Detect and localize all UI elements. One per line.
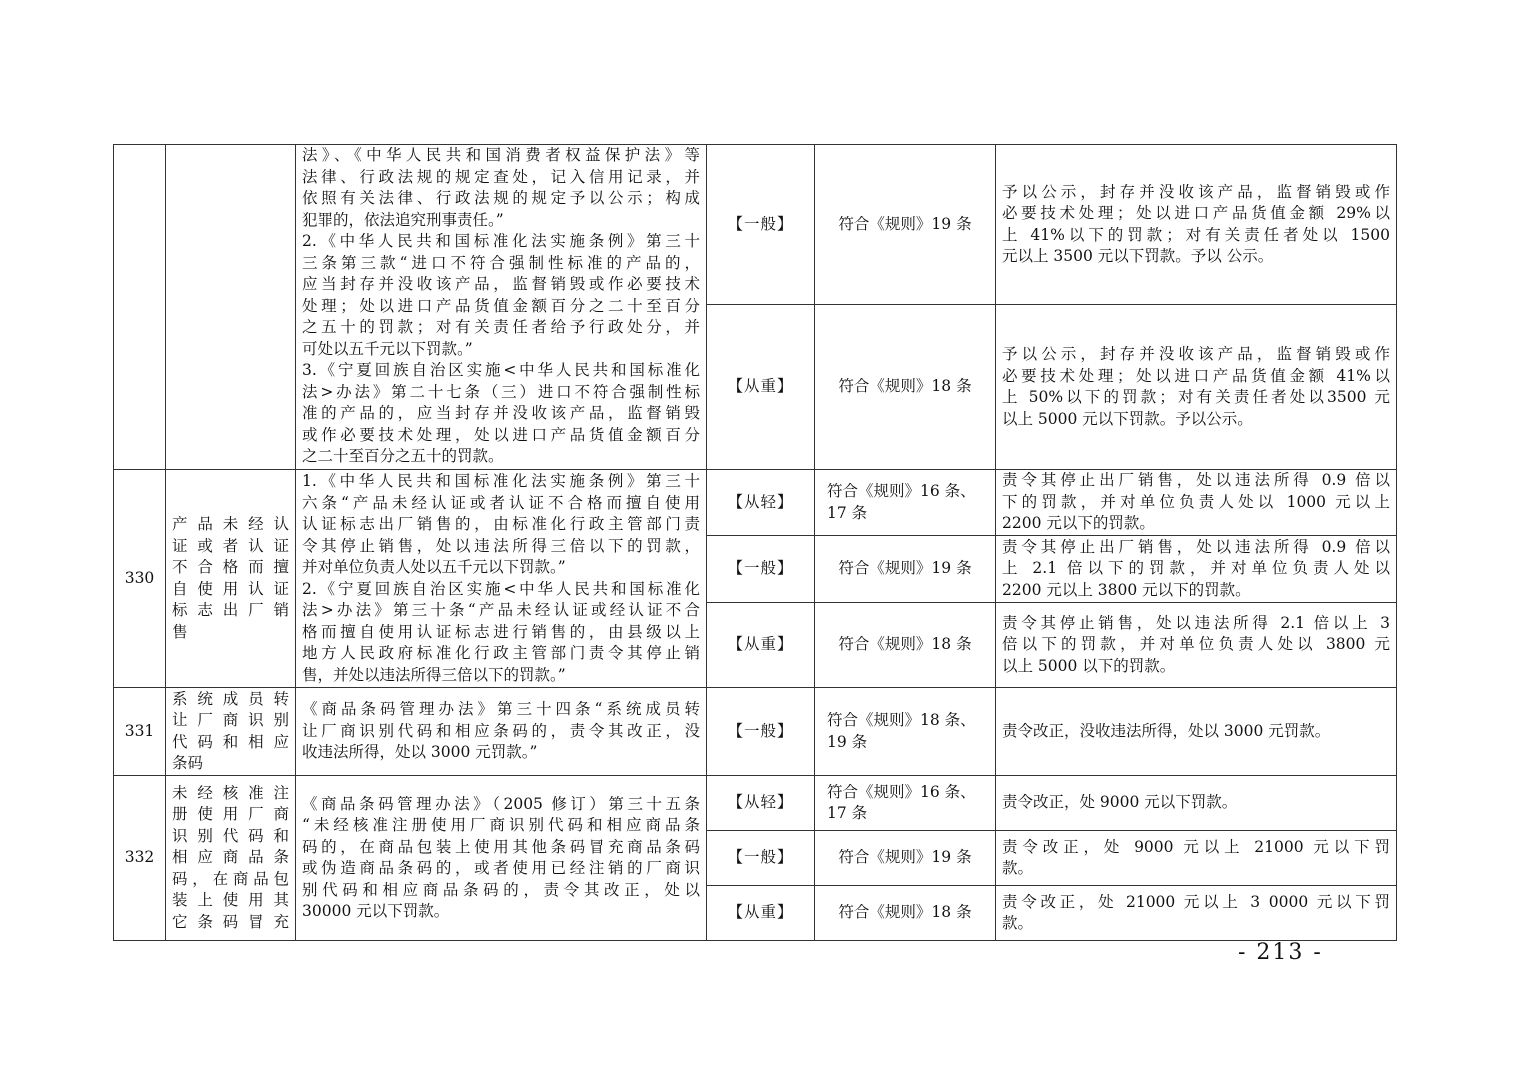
basis-line: 3.《宁夏回族自治区实施<中华人民共和国标准化 xyxy=(302,361,700,379)
basis-line: 30000 元以下罚款。 xyxy=(302,902,450,920)
name-line: 识别代码和 xyxy=(172,826,289,845)
table-row xyxy=(114,776,1397,831)
name-line: 不合格而擅 xyxy=(172,558,289,576)
name-line: 证或者认证 xyxy=(172,536,289,555)
penalty-line: 以上 5000 元以下罚款。予以公示。 xyxy=(1002,409,1253,428)
basis-line: 准的产品的，应当封存并没收该产品，监督销毁 xyxy=(302,404,700,422)
discretion-level-cell: 【一般】 xyxy=(707,145,815,305)
basis-line: 地方人民政府标准化行政主管部门责令其停止销 xyxy=(302,644,700,662)
name-line: 它条码冒充 xyxy=(172,912,289,931)
name-line: 未经核准注 xyxy=(172,783,289,802)
basis-line: 认证标志出厂销售的，由标准化行政主管部门责 xyxy=(302,515,700,533)
condition-line: 符合《规则》16 条、 xyxy=(827,482,976,500)
table-row xyxy=(114,688,1397,776)
penalty-standard-cell xyxy=(996,305,1397,470)
table-row xyxy=(114,145,1397,305)
penalty-standard-cell xyxy=(996,688,1397,776)
penalty-standard-cell xyxy=(996,145,1397,305)
name-line: 码，在商品包 xyxy=(172,869,289,888)
legal-basis-cell xyxy=(296,145,707,470)
name-line: 相应商品条 xyxy=(172,848,289,867)
name-line: 产品未经认 xyxy=(172,515,289,533)
penalty-line: 款。 xyxy=(1002,859,1034,877)
discretion-level-cell: 【一般】 xyxy=(707,831,815,886)
basis-line: 依照有关法律、行政法规的规定予以公示；构成 xyxy=(302,189,700,207)
basis-line: 码的，在商品包装上使用其他条码冒充商品条码 xyxy=(302,837,700,856)
discretion-level-cell: 【从重】 xyxy=(707,305,815,470)
discretion-level-cell: 【从轻】 xyxy=(707,776,815,831)
basis-line: 收违法所得，处以 3000 元罚款。” xyxy=(302,743,538,762)
applicable-condition-cell: 符合《规则》18 条 xyxy=(815,886,996,941)
applicable-condition-cell: 符合《规则》18 条 xyxy=(815,305,996,470)
basis-line: 售，并处以违法所得三倍以下的罚款。” xyxy=(302,665,566,684)
name-line: 册使用厂商 xyxy=(172,805,289,824)
basis-line: 《商品条码管理办法》第三十四条“系统成员转 xyxy=(302,700,700,719)
basis-line: 六条“产品未经认证或者认证不合格而擅自使用 xyxy=(302,493,700,512)
table-row xyxy=(114,470,1397,536)
applicable-condition-cell: 符合《规则》18 条 xyxy=(815,603,996,688)
violation-name-cell xyxy=(166,776,296,941)
basis-line: 应当封存并没收该产品，监督销毁或作必要技术 xyxy=(302,275,700,293)
name-line: 装上使用其 xyxy=(172,891,289,910)
basis-line: 并对单位负责人处以五千元以下罚款。” xyxy=(302,558,566,576)
name-line: 标志出厂销 xyxy=(172,601,289,619)
penalty-line: 必要技术处理；处以进口产品货值金额 29%以 xyxy=(1002,204,1390,222)
applicable-condition-cell: 符合《规则》19 条 xyxy=(815,831,996,886)
applicable-condition-cell: 符合《规则》19 条 xyxy=(815,145,996,305)
violation-name-cell xyxy=(166,145,296,470)
penalty-line: 必要技术处理；处以进口产品货值金额 41%以 xyxy=(1002,366,1390,385)
basis-line: 2.《宁夏回族自治区实施<中华人民共和国标准化 xyxy=(302,579,700,598)
penalty-standard-cell xyxy=(996,470,1397,536)
basis-line: 法>办法》第二十七条（三）进口不符合强制性标 xyxy=(302,382,700,401)
basis-line: 三条第三款“进口不符合强制性标准的产品的， xyxy=(302,253,700,272)
name-line: 条码 xyxy=(172,754,204,772)
basis-line: 格而擅自使用认证标志进行销售的，由县级以上 xyxy=(302,622,700,641)
basis-line: 《商品条码管理办法》（2005 修订）第三十五条 xyxy=(302,794,700,813)
item-number-cell xyxy=(114,145,166,470)
violation-name-cell xyxy=(166,688,296,776)
penalty-line: 2200 元以下的罚款。 xyxy=(1002,514,1155,533)
condition-line: 17 条 xyxy=(827,804,868,822)
penalty-line: 款。 xyxy=(1002,914,1034,932)
penalty-standard-cell xyxy=(996,776,1397,831)
penalty-standard-cell xyxy=(996,536,1397,603)
penalty-line: 2200 元以上 3800 元以下的罚款。 xyxy=(1002,580,1251,599)
basis-line: 让厂商识别代码和相应条码的，责令其改正，没 xyxy=(302,721,700,740)
penalty-line: 予以公示，封存并没收该产品，监督销毁或作 xyxy=(1002,182,1390,201)
penalty-line: 下的罚款，并对单位负责人处以 1000 元以上 xyxy=(1002,492,1390,511)
basis-line: 或伪造商品条码的，或者使用已经注销的厂商识 xyxy=(302,859,700,877)
basis-line: 法律、行政法规的规定查处，记入信用记录，并 xyxy=(302,167,700,186)
item-number-cell: 331 xyxy=(114,688,166,776)
item-number-cell: 332 xyxy=(114,776,166,941)
penalty-line: 责令其停止出厂销售，处以违法所得 0.9 倍以 xyxy=(1002,471,1390,490)
basis-line: 之五十的罚款；对有关责任者给予行政处分，并 xyxy=(302,318,700,336)
applicable-condition-cell xyxy=(815,688,996,776)
page-number: - 213 - xyxy=(1238,940,1323,965)
basis-line: 别代码和相应商品条码的，责令其改正，处以 xyxy=(302,880,700,899)
name-line: 自使用认证 xyxy=(172,579,289,598)
penalty-line: 以上 5000 以下的罚款。 xyxy=(1002,656,1176,675)
penalty-line: 上 2.1 倍以下的罚款，并对单位负责人处以 xyxy=(1002,559,1390,578)
penalty-line: 责令其停止出厂销售，处以违法所得 0.9 倍以 xyxy=(1002,537,1390,556)
penalty-line: 责令改正，处 9000 元以下罚款。 xyxy=(1002,793,1238,812)
condition-line: 符合《规则》16 条、 xyxy=(827,782,976,801)
condition-line: 19 条 xyxy=(827,732,868,751)
discretion-level-cell: 【一般】 xyxy=(707,688,815,776)
penalty-standard-cell xyxy=(996,886,1397,941)
penalty-line: 予以公示，封存并没收该产品，监督销毁或作 xyxy=(1002,345,1390,363)
penalty-line: 元以上 3500 元以下罚款。予以 公示。 xyxy=(1002,247,1274,265)
condition-line: 符合《规则》18 条、 xyxy=(827,711,976,729)
name-line: 让厂商识别 xyxy=(172,711,289,729)
penalty-line: 责令其停止销售，处以违法所得 2.1 倍以上 3 xyxy=(1002,613,1390,632)
penalty-line: 倍以下的罚款，并对单位负责人处以 3800 元 xyxy=(1002,635,1390,654)
discretion-level-cell: 【从轻】 xyxy=(707,470,815,536)
basis-line: 犯罪的，依法追究刑事责任。” xyxy=(302,210,504,229)
discretion-level-cell: 【从重】 xyxy=(707,886,815,941)
discretion-level-cell: 【一般】 xyxy=(707,536,815,603)
basis-line: 法>办法》第三十条“产品未经认证或经认证不合 xyxy=(302,601,700,619)
legal-basis-cell xyxy=(296,688,707,776)
basis-line: 之二十至百分之五十的罚款。 xyxy=(302,447,504,465)
name-line: 售 xyxy=(172,622,188,641)
legal-basis-cell xyxy=(296,776,707,941)
basis-line: 1.《中华人民共和国标准化法实施条例》第三十 xyxy=(302,472,700,490)
condition-line: 17 条 xyxy=(827,503,868,522)
basis-line: 法》、《中华人民共和国消费者权益保护法》等 xyxy=(302,146,700,164)
penalty-standards-table xyxy=(113,144,1397,941)
legal-basis-cell xyxy=(296,470,707,688)
basis-line: 可处以五千元以下罚款。” xyxy=(302,339,473,358)
basis-line: 处理；处以进口产品货值金额百分之二十至百分 xyxy=(302,296,700,315)
penalty-line: 责令改正，没收违法所得，处以 3000 元罚款。 xyxy=(1002,721,1331,740)
discretion-level-cell: 【从重】 xyxy=(707,603,815,688)
item-number-cell: 330 xyxy=(114,470,166,688)
basis-line: 2.《中华人民共和国标准化法实施条例》第三十 xyxy=(302,232,700,250)
penalty-line: 上 50%以下的罚款；对有关责任者处以3500 元 xyxy=(1002,388,1390,406)
applicable-condition-cell: 符合《规则》19 条 xyxy=(815,536,996,603)
penalty-line: 责令改正，处 9000 元以上 21000 元以下罚 xyxy=(1002,837,1390,856)
basis-line: “未经核准注册使用厂商识别代码和相应商品条 xyxy=(302,816,700,834)
applicable-condition-cell xyxy=(815,776,996,831)
penalty-line: 上 41%以下的罚款；对有关责任者处以 1500 xyxy=(1002,225,1390,244)
penalty-standard-cell xyxy=(996,603,1397,688)
name-line: 代码和相应 xyxy=(172,732,289,751)
penalty-line: 责令改正，处 21000 元以上 3 0000 元以下罚 xyxy=(1002,892,1390,911)
basis-line: 令其停止销售，处以违法所得三倍以下的罚款， xyxy=(302,536,700,555)
name-line: 系统成员转 xyxy=(172,689,289,708)
applicable-condition-cell xyxy=(815,470,996,536)
basis-line: 或作必要技术处理，处以进口产品货值金额百分 xyxy=(302,425,700,444)
penalty-standard-cell xyxy=(996,831,1397,886)
violation-name-cell xyxy=(166,470,296,688)
